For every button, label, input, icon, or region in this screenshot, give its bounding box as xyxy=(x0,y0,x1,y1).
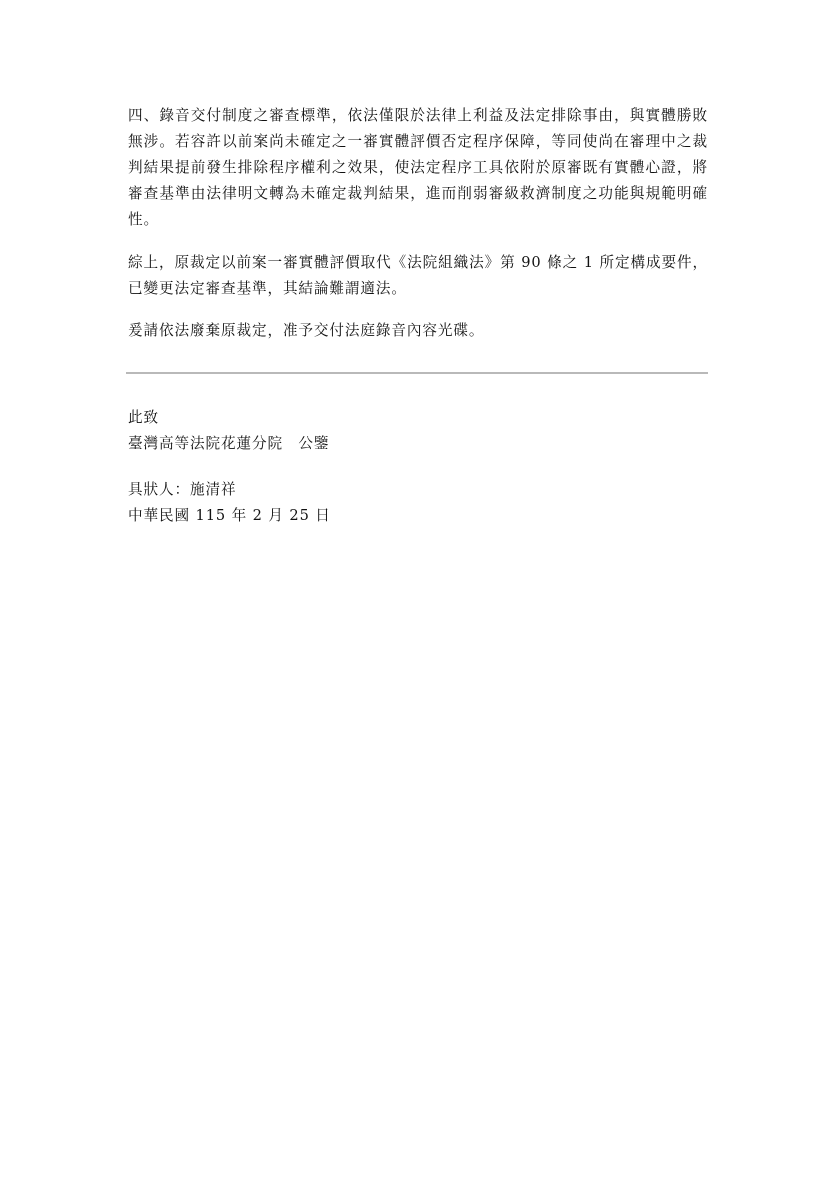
paragraph-review-standard: 四、錄音交付制度之審查標準，依法僅限於法律上利益及法定排除事由，與實體勝敗無涉。若容許以前案尚未確定之一審實體評價否定程序保障，等同使尚在審理中之裁判結果提前發生排除程序權利之效果，使法定程序工具依附於原審既有實體心證，將審查基準由法律明文轉為未確定裁判結果，進而削弱審級救濟制度之功能與規範明確性。 xyxy=(128,107,708,228)
date: 中華民國 115 年 2 月 25 日 xyxy=(128,507,331,524)
paragraph-request: 爰請依法廢棄原裁定，准予交付法庭錄音內容光碟。 xyxy=(128,322,485,339)
document-body xyxy=(128,103,708,344)
section-divider xyxy=(126,372,708,374)
closing-block xyxy=(128,405,708,529)
signer: 具狀人：施清祥 xyxy=(128,481,237,498)
addressee: 臺灣高等法院花蓮分院 公鑒 xyxy=(128,435,330,452)
spacer xyxy=(128,457,708,477)
salutation: 此致 xyxy=(128,409,159,426)
paragraph-conclusion: 綜上，原裁定以前案一審實體評價取代《法院組織法》第 90 條之 1 所定構成要件，已變更法定審查基準，其結論難謂適法。 xyxy=(128,254,708,297)
